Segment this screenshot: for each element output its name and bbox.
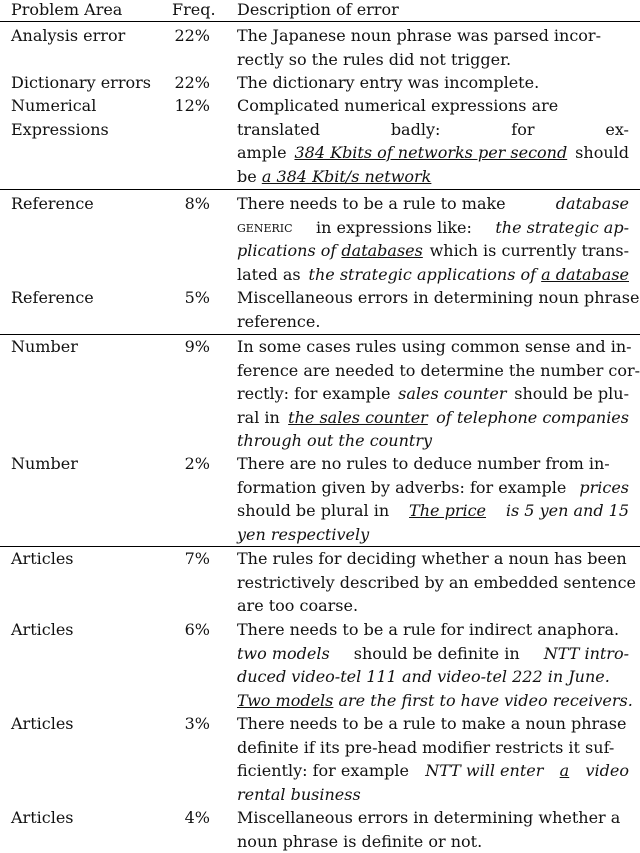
- frequency-cell: 8%: [160, 192, 210, 216]
- text-run: ex-: [605, 118, 629, 142]
- description-cell: [237, 192, 629, 286]
- problem-area-cell: Reference: [11, 192, 161, 216]
- frequency-cell: 9%: [160, 335, 210, 359]
- table-header: [0, 0, 640, 22]
- description-line: There needs to be a rule to make a noun phrase: [237, 712, 629, 736]
- frequency-cell: 22%: [160, 24, 210, 48]
- italic-term: through out the country: [237, 431, 432, 450]
- description-line: [237, 192, 629, 216]
- description-cell: [237, 547, 629, 618]
- description-line: There needs to be a rule for indirect anaphora.: [237, 618, 629, 642]
- problem-area-cell: Number: [11, 335, 161, 359]
- problem-area-cell: Articles: [11, 712, 161, 736]
- text-run: should: [575, 141, 629, 165]
- text-run: lated as: [237, 263, 301, 287]
- description-line: [237, 406, 629, 430]
- small-caps-term: generic: [237, 216, 293, 240]
- description-line: There are no rules to deduce number from in-: [237, 452, 629, 476]
- description-line: [237, 665, 629, 689]
- description-line: [237, 263, 629, 287]
- description-cell: [237, 24, 629, 71]
- italic-term: is 5 yen and 15: [506, 499, 629, 523]
- text-run: be: [237, 167, 257, 186]
- description-cell: [237, 806, 629, 853]
- description-line: The dictionary entry was incomplete.: [237, 71, 629, 95]
- text-run: in expressions like:: [316, 216, 472, 240]
- underlined-example: a: [560, 761, 570, 780]
- description-line: are too coarse.: [237, 594, 629, 618]
- description-line: [237, 118, 629, 142]
- description-line: [237, 783, 629, 807]
- underlined-example: 384 Kbits of networks per second: [294, 143, 567, 162]
- description-line: [237, 429, 629, 453]
- italic-term: video: [585, 759, 629, 783]
- text-run: badly:: [391, 118, 441, 142]
- description-cell: [237, 71, 629, 95]
- problem-area-cell: Dictionary errors: [11, 71, 161, 95]
- description-cell: [237, 452, 629, 546]
- problem-area-line: Numerical: [11, 94, 161, 118]
- italic-term: the strategic ap-: [495, 216, 629, 240]
- problem-area-cell: Articles: [11, 547, 161, 571]
- problem-area-line: Expressions: [11, 118, 161, 142]
- italic-term: rental business: [237, 785, 361, 804]
- text-run: translated: [237, 118, 320, 142]
- text-run: ral in: [237, 406, 280, 430]
- italic-term: duced video-tel 111 and video-tel 222 in June.: [237, 667, 610, 686]
- text-run: which is currently trans-: [430, 239, 629, 263]
- problem-area-cell: Analysis error: [11, 24, 161, 48]
- frequency-cell: 2%: [160, 452, 210, 476]
- header-frequency: Freq.: [172, 0, 216, 20]
- section-rule: [0, 189, 640, 190]
- frequency-cell: 5%: [160, 286, 210, 310]
- description-line: [237, 382, 629, 406]
- italic-term: plications of: [237, 241, 336, 260]
- description-cell: [237, 286, 629, 333]
- description-line: [237, 141, 629, 165]
- text-run: should be plural in: [237, 499, 389, 523]
- italic-term: the strategic applications of: [309, 265, 537, 284]
- description-line: rectly so the rules did not trigger.: [237, 48, 629, 72]
- description-cell: [237, 335, 629, 453]
- description-line: Miscellaneous errors in determining noun phrase: [237, 286, 629, 310]
- italic-term: database: [556, 192, 629, 216]
- italic-term: are the first to have video receivers.: [338, 691, 632, 710]
- underlined-example: a database: [541, 265, 629, 284]
- frequency-cell: 4%: [160, 806, 210, 830]
- description-line: [237, 523, 629, 547]
- problem-area-cell: [11, 94, 161, 141]
- header-description: Description of error: [237, 0, 399, 20]
- frequency-cell: 7%: [160, 547, 210, 571]
- text-run: should be definite in: [354, 642, 520, 666]
- italic-term: yen respectively: [237, 525, 369, 544]
- description-line: ference are needed to determine the number cor-: [237, 359, 629, 383]
- description-line: [237, 476, 629, 500]
- frequency-cell: 3%: [160, 712, 210, 736]
- underlined-example: Two models: [237, 691, 333, 710]
- problem-area-cell: Articles: [11, 806, 161, 830]
- text-run: formation given by adverbs: for example: [237, 476, 566, 500]
- description-line: [237, 642, 629, 666]
- description-line: noun phrase is definite or not.: [237, 830, 629, 853]
- italic-term: of telephone companies: [436, 406, 629, 430]
- problem-area-cell: Reference: [11, 286, 161, 310]
- description-line: [237, 239, 629, 263]
- underlined-example: databases: [341, 241, 422, 260]
- frequency-cell: 22%: [160, 71, 210, 95]
- underlined-example: a 384 Kbit/s network: [262, 167, 432, 186]
- description-cell: [237, 618, 629, 712]
- description-line: The rules for deciding whether a noun has been: [237, 547, 629, 571]
- underlined-example: the sales counter: [288, 408, 428, 427]
- frequency-cell: 6%: [160, 618, 210, 642]
- description-line: restrictively described by an embedded sentence: [237, 571, 629, 595]
- description-cell: [237, 712, 629, 806]
- description-line: definite if its pre-head modifier restricts it suf-: [237, 736, 629, 760]
- header-problem-area: Problem Area: [11, 0, 122, 20]
- description-line: [237, 216, 629, 240]
- text-run: ample: [237, 141, 287, 165]
- header-rule: [0, 21, 640, 22]
- underlined-example: The price: [409, 501, 486, 520]
- description-line: [237, 499, 629, 523]
- description-line: Miscellaneous errors in determining whether a: [237, 806, 629, 830]
- description-line: reference.: [237, 310, 629, 334]
- description-line: [237, 759, 629, 783]
- text-run: rectly: for example: [237, 382, 390, 406]
- description-line: The Japanese noun phrase was parsed incor-: [237, 24, 629, 48]
- text-run: for: [511, 118, 534, 142]
- frequency-cell: 12%: [160, 94, 210, 118]
- italic-term: prices: [579, 476, 629, 500]
- description-cell: [237, 94, 629, 188]
- description-line: [237, 165, 629, 189]
- description-line: [237, 689, 629, 713]
- italic-term: two models: [237, 642, 330, 666]
- text-run: should be plu-: [514, 382, 629, 406]
- italic-term: NTT intro-: [544, 642, 629, 666]
- italic-term: sales counter: [398, 382, 506, 406]
- problem-area-cell: Number: [11, 452, 161, 476]
- description-line: Complicated numerical expressions are: [237, 94, 629, 118]
- italic-term: NTT will enter: [425, 759, 543, 783]
- description-line: In some cases rules using common sense and in-: [237, 335, 629, 359]
- problem-area-cell: Articles: [11, 618, 161, 642]
- text-run: ficiently: for example: [237, 759, 409, 783]
- text-run: There needs to be a rule to make: [237, 192, 506, 216]
